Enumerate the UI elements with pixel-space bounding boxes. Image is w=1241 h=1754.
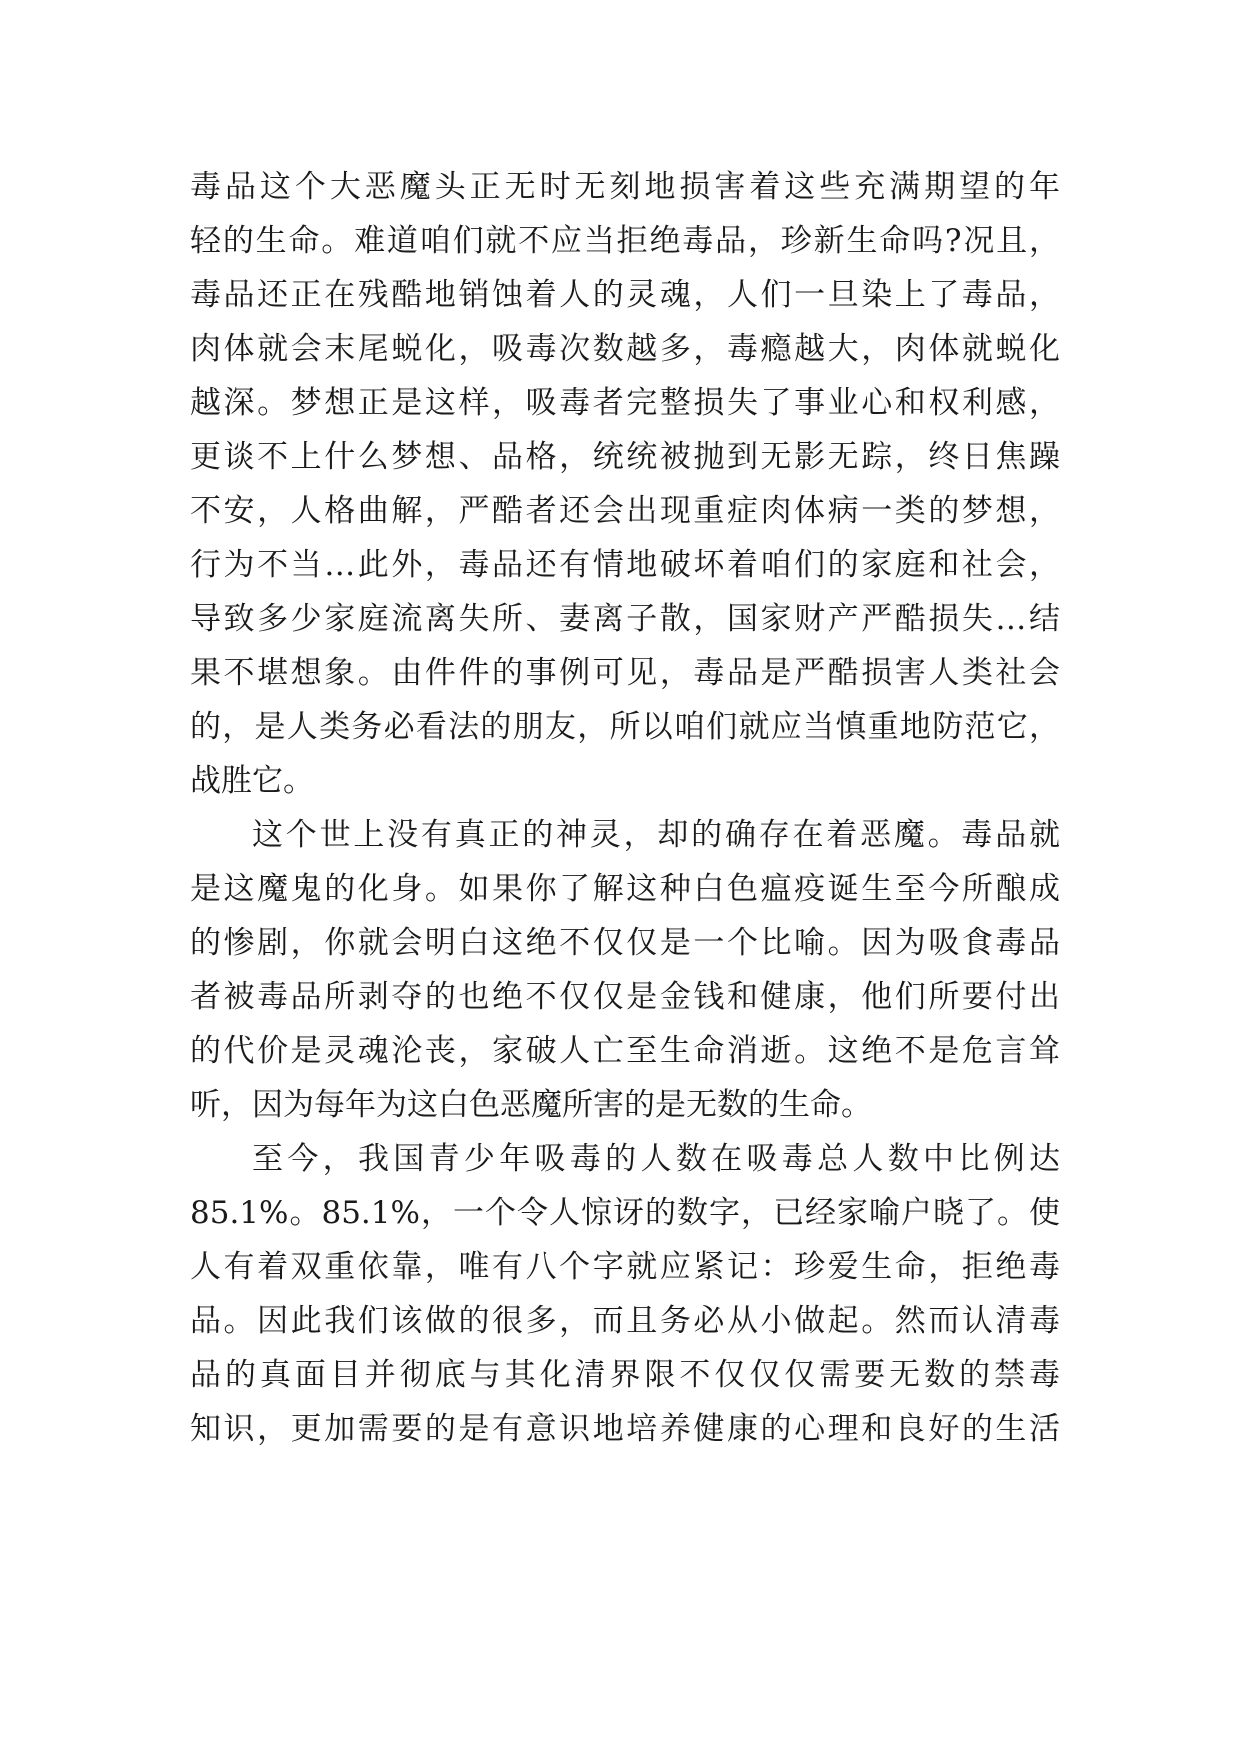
text-line: 肉体就会末尾蜕化，吸毒次数越多，毒瘾越大，肉体就蜕化 <box>190 331 1060 367</box>
text-line: 者被毒品所剥夺的也绝不仅仅是金钱和健康，他们所要付出 <box>190 979 1060 1015</box>
text-line: 这个世上没有真正的神灵，却的确存在着恶魔。毒品就 <box>252 817 1060 853</box>
text-line: 毒品还正在残酷地销蚀着人的灵魂，人们一旦染上了毒品， <box>190 277 1060 313</box>
text-line: 人有着双重依靠，唯有八个字就应紧记：珍爱生命，拒绝毒 <box>190 1249 1060 1285</box>
text-line: 品。因此我们该做的很多，而且务必从小做起。然而认清毒 <box>190 1303 1060 1339</box>
text-line: 更谈不上什么梦想、品格，统统被抛到无影无踪，终日焦躁 <box>190 439 1060 475</box>
text-line: 毒品这个大恶魔头正无时无刻地损害着这些充满期望的年 <box>190 169 1060 205</box>
body-text <box>190 160 1060 1456</box>
text-line: 的代价是灵魂沦丧，家破人亡至生命消逝。这绝不是危言耸 <box>190 1033 1060 1069</box>
text-line: 轻的生命。难道咱们就不应当拒绝毒品，珍新生命吗?况且， <box>190 223 1060 259</box>
text-line: 越深。梦想正是这样，吸毒者完整损失了事业心和权利感， <box>190 385 1060 421</box>
text-line: 85.1%。85.1%，一个令人惊讶的数字，已经家喻户晓了。使 <box>190 1195 1060 1231</box>
text-line: 知识，更加需要的是有意识地培养健康的心理和良好的生活 <box>190 1411 1060 1447</box>
text-line: 的惨剧，你就会明白这绝不仅仅是一个比喻。因为吸食毒品 <box>190 925 1060 961</box>
text-line: 战胜它。 <box>190 763 314 799</box>
text-line: 导致多少家庭流离失所、妻离子散，国家财产严酷损失…结 <box>190 601 1060 637</box>
text-line: 不安，人格曲解，严酷者还会出现重症肉体病一类的梦想， <box>190 493 1060 529</box>
text-line: 的，是人类务必看法的朋友，所以咱们就应当慎重地防范它， <box>190 709 1060 745</box>
text-line: 听，因为每年为这白色恶魔所害的是无数的生命。 <box>190 1087 872 1123</box>
text-line: 至今，我国青少年吸毒的人数在吸毒总人数中比例达 <box>252 1141 1060 1177</box>
text-line: 果不堪想象。由件件的事例可见，毒品是严酷损害人类社会 <box>190 655 1060 691</box>
text-line: 品的真面目并彻底与其化清界限不仅仅仅需要无数的禁毒 <box>190 1357 1060 1393</box>
text-line: 是这魔鬼的化身。如果你了解这种白色瘟疫诞生至今所酿成 <box>190 871 1060 907</box>
text-line: 行为不当…此外，毒品还有情地破坏着咱们的家庭和社会， <box>190 547 1060 583</box>
